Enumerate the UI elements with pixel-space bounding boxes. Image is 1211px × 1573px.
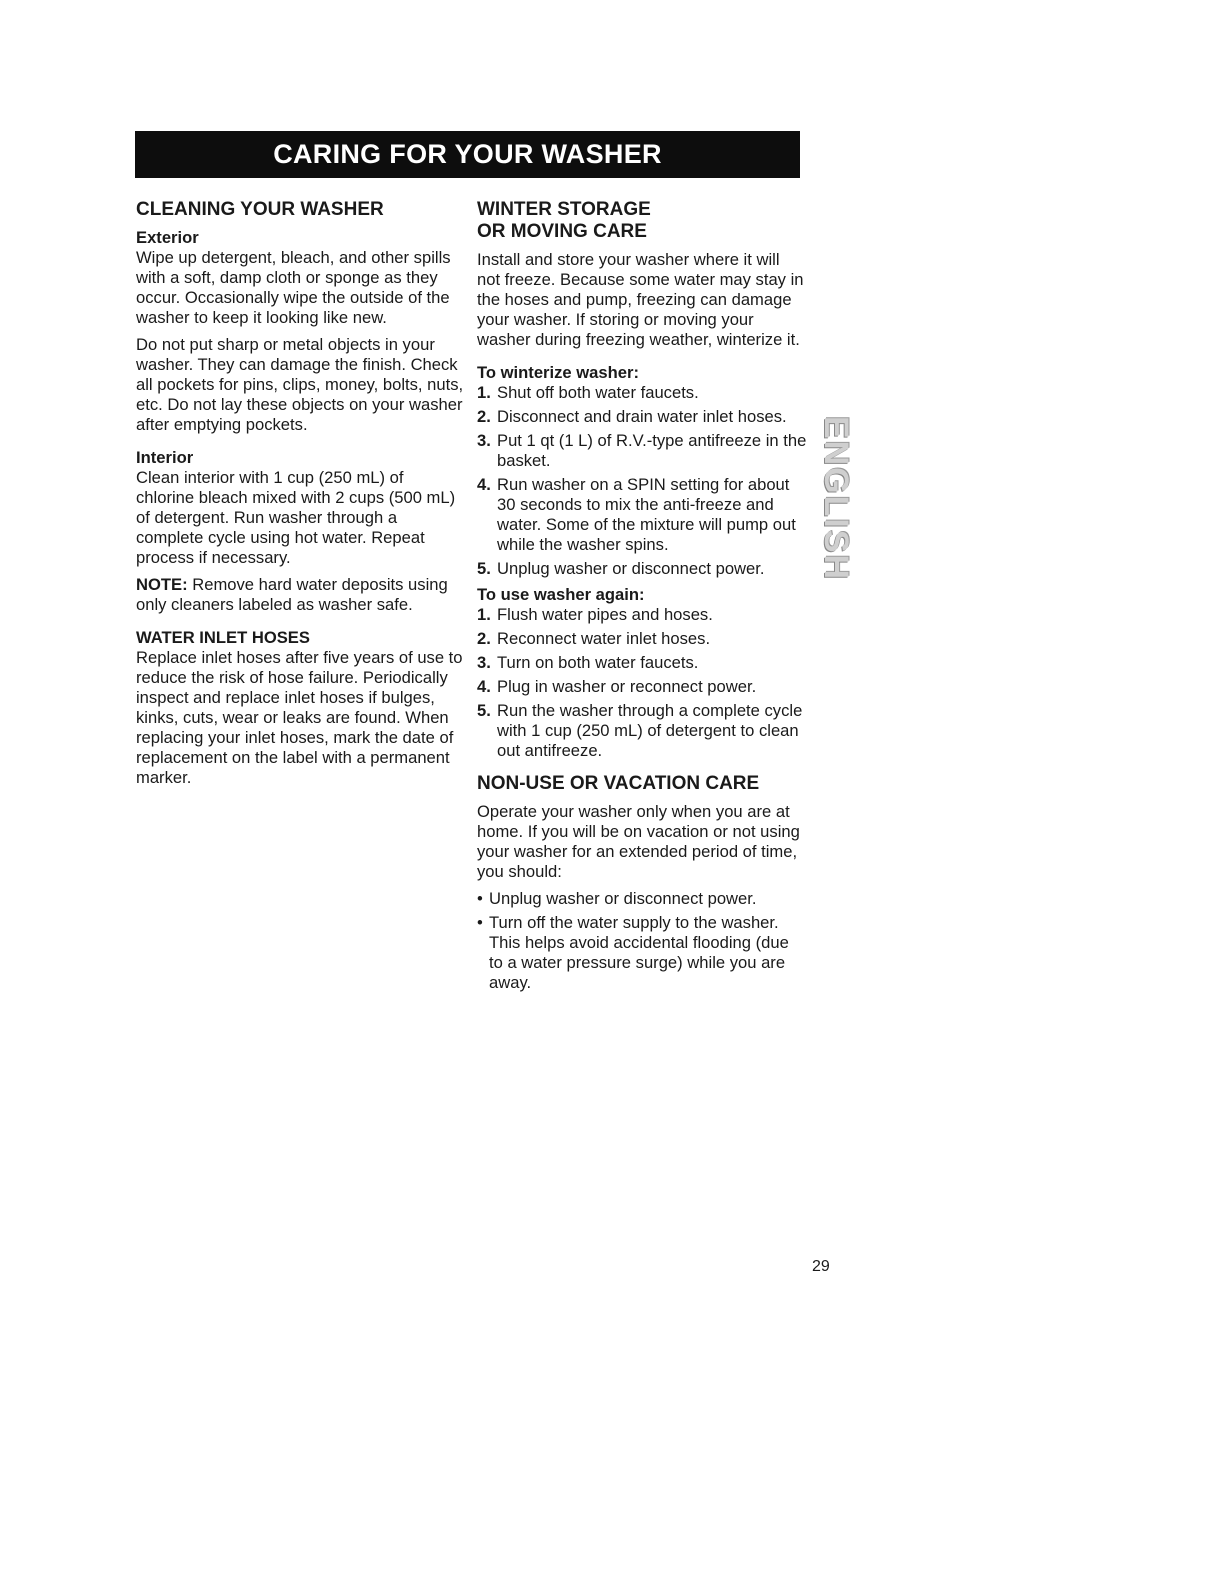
winterize-steps [477, 383, 807, 579]
list-item: 2. Reconnect water inlet hoses. [477, 629, 711, 648]
heading-interior: Interior [136, 448, 194, 467]
left-column [136, 199, 466, 795]
interior-paragraph: Clean interior with 1 cup (250 mL) of chlorine bleach mixed with 2 cups (500 mL) of detergent. Run washer through a complete cycle using hot water. Repeat process if necessary. [136, 468, 456, 567]
right-column [477, 199, 807, 997]
heading-cleaning: CLEANING YOUR WASHER [136, 199, 384, 220]
vacation-intro: Operate your washer only when you are at home. If you will be on vacation or not using your washer for an extended period of time, you should: [477, 802, 800, 881]
heading-winter-line-1: WINTER STORAGE [477, 199, 651, 220]
list-item: 4. Run washer on a SPIN setting for about 30 seconds to mix the anti-freeze and water. Some of the mixture will pump out while the washer spins. [477, 475, 796, 554]
heading-water-inlet-hoses: WATER INLET HOSES [136, 628, 310, 647]
note-label: NOTE: [136, 575, 188, 594]
heading-use-again: To use washer again: [477, 585, 645, 604]
list-item: 3. Put 1 qt (1 L) of R.V.-type antifreeze in the basket. [477, 431, 807, 470]
list-item: 2. Disconnect and drain water inlet hoses. [477, 407, 787, 426]
list-item: 1. Flush water pipes and hoses. [477, 605, 713, 624]
language-tab-label: ENGLISH [817, 415, 856, 581]
list-item: • Turn off the water supply to the washer. This helps avoid accidental flooding (due to a water pressure surge) while you are away. [477, 913, 807, 993]
list-item: 5. Run the washer through a complete cycle with 1 cup (250 mL) of detergent to clean out antifreeze. [477, 701, 803, 760]
list-item: 1. Shut off both water faucets. [477, 383, 699, 402]
page-number: 29 [812, 1258, 830, 1275]
heading-winter-line-2: OR MOVING CARE [477, 221, 647, 242]
winter-intro: Install and store your washer where it will not freeze. Because some water may stay in the hoses and pump, freezing can damage your washer. If storing or moving your washer during freezing weather, winterize it. [477, 250, 804, 349]
heading-winterize: To winterize washer: [477, 363, 639, 382]
heading-vacation-care: NON-USE OR VACATION CARE [477, 773, 760, 794]
exterior-paragraph-2: Do not put sharp or metal objects in your washer. They can damage the finish. Check all pockets for pins, clips, money, bolts, nuts, etc. Do not lay these objects on your washer after emptying pockets. [136, 335, 464, 434]
exterior-paragraph-1: Wipe up detergent, bleach, and other spills with a soft, damp cloth or sponge as they occur. Occasionally wipe the outside of the washer to keep it looking like new. [136, 248, 451, 327]
hoses-paragraph: Replace inlet hoses after five years of use to reduce the risk of hose failure. Periodically inspect and replace inlet hoses if bulges, kinks, cuts, wear or leaks are found. When replacing your inlet hoses, mark the date of replacement on the label with a permanent marker. [136, 648, 463, 787]
vacation-bullets [477, 889, 807, 993]
interior-note [136, 575, 466, 615]
language-tab [816, 410, 856, 586]
use-again-steps [477, 605, 807, 761]
list-item: 3. Turn on both water faucets. [477, 653, 699, 672]
heading-winter-storage [477, 199, 807, 243]
list-item: 5. Unplug washer or disconnect power. [477, 559, 765, 578]
list-item: • Unplug washer or disconnect power. [477, 889, 807, 909]
heading-exterior: Exterior [136, 228, 199, 247]
list-item: 4. Plug in washer or reconnect power. [477, 677, 757, 696]
note-text: Remove hard water deposits using only cleaners labeled as washer safe. [136, 575, 448, 614]
section-banner: CARING FOR YOUR WASHER [135, 131, 800, 178]
